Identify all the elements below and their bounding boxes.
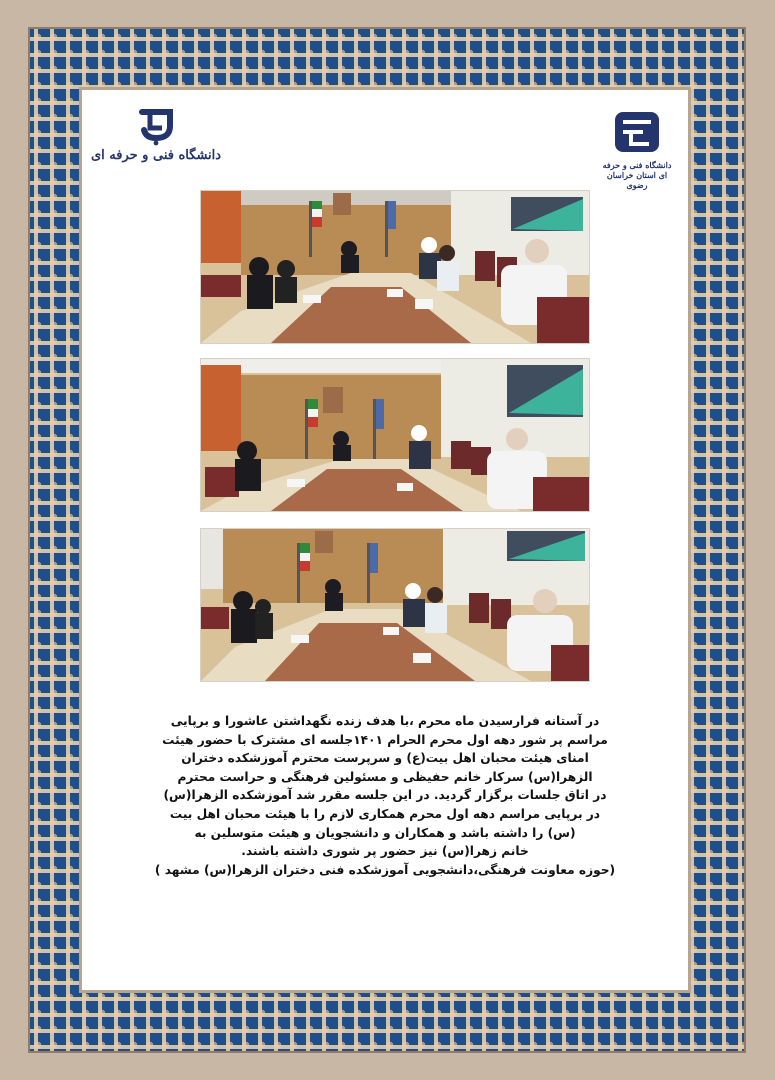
meeting-photo-3 — [200, 528, 590, 682]
meeting-photo-1 — [200, 190, 590, 344]
article-line: در آستانه فرارسیدن ماه محرم ،با هدف زنده نگهداشتن عاشورا و برپایی — [170, 714, 600, 728]
article-line: امنای هیئت محبان اهل بیت(ع) و سرپرست محترم آموزشکده دختران — [181, 751, 589, 766]
article-line: در برپایی مراسم دهه اول محرم همکاری لازم را با هیئت محبان اهل بیت — [169, 806, 601, 821]
article-line: خانم زهرا(س) نیز حضور پر شوری داشته باشند. — [241, 844, 529, 859]
university-logo-right — [601, 108, 673, 190]
logo-right-caption: دانشگاه فنی و حرفه ای استان خراسان رضوی — [602, 160, 672, 190]
article-line: در اتاق جلسات برگزار گردید. در این جلسه مقرر شد آموزشکده الزهرا(س) — [163, 788, 607, 803]
university-logo-left — [90, 106, 222, 163]
article-line: مراسم پر شور دهه اول محرم الحرام ۱۴۰۱جلسه ای مشترک با حضور هیئت — [162, 732, 608, 747]
content-panel — [82, 90, 688, 990]
tvu-emblem-icon — [132, 106, 180, 146]
news-article-text — [104, 712, 666, 879]
meeting-photo-2 — [200, 358, 590, 512]
article-source-line: (حوزه معاونت فرهنگی،دانشجویی آموزشکده فنی دختران الزهرا(س) مشهد ) — [154, 862, 616, 877]
logo-left-caption: دانشگاه فنی و حرفه ای — [90, 148, 222, 163]
article-line: (س) را داشته باشد و همکاران و دانشجویان و هیئت متوسلین به — [194, 825, 576, 840]
tvu-khorasan-emblem-icon — [609, 108, 665, 158]
article-line: الزهرا(س) سرکار خانم حفیظی و مسئولین فرهنگی و حراست محترم — [177, 769, 593, 784]
